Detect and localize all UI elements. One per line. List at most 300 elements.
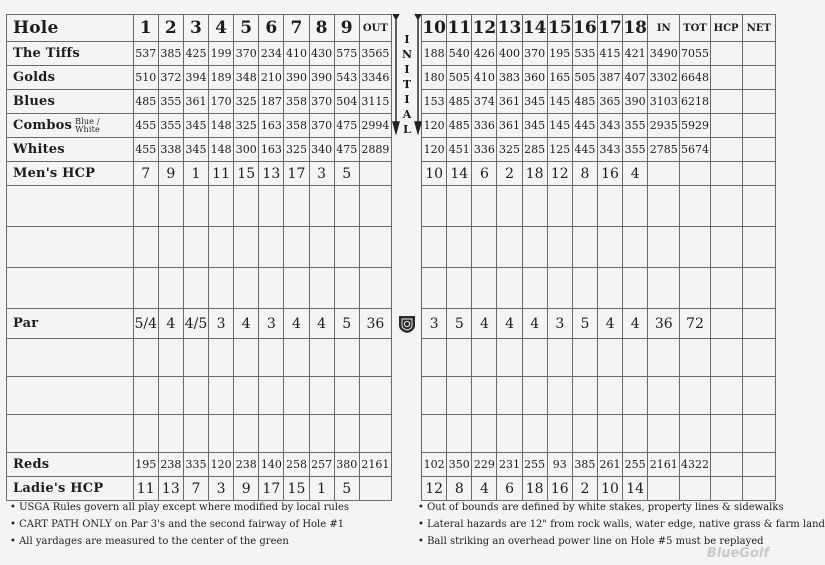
score-cell[interactable] bbox=[158, 339, 183, 377]
yardage-cell: 370 bbox=[522, 42, 547, 66]
score-cell[interactable] bbox=[422, 339, 447, 377]
score-cell[interactable] bbox=[472, 377, 497, 415]
in-total: 2935 bbox=[648, 114, 680, 138]
score-cell[interactable] bbox=[597, 377, 622, 415]
score-cell[interactable] bbox=[648, 186, 680, 227]
yardage-cell: 390 bbox=[284, 66, 309, 90]
score-cell[interactable] bbox=[497, 377, 522, 415]
yardage-cell: 336 bbox=[472, 114, 497, 138]
yardage-cell: 180 bbox=[422, 66, 447, 90]
score-cell[interactable] bbox=[158, 227, 183, 268]
player-name-cell[interactable] bbox=[7, 186, 134, 227]
par-cell: 4 bbox=[234, 309, 259, 339]
handicap-cell: 10 bbox=[597, 477, 622, 501]
yardage-cell: 345 bbox=[522, 114, 547, 138]
score-cell[interactable] bbox=[158, 377, 183, 415]
yardage-cell: 195 bbox=[133, 453, 158, 477]
yardage-cell: 229 bbox=[472, 453, 497, 477]
in-total: 3490 bbox=[648, 42, 680, 66]
combos-note bbox=[75, 118, 100, 134]
score-cell[interactable] bbox=[597, 186, 622, 227]
par-cell: 4 bbox=[522, 309, 547, 339]
score-cell[interactable] bbox=[284, 186, 309, 227]
par-cell: 4/5 bbox=[183, 309, 208, 339]
score-cell[interactable] bbox=[422, 227, 447, 268]
handicap-cell: 10 bbox=[422, 162, 447, 186]
handicap-cell: 16 bbox=[597, 162, 622, 186]
score-cell[interactable] bbox=[334, 227, 359, 268]
score-cell[interactable] bbox=[597, 227, 622, 268]
player-name-cell[interactable] bbox=[7, 377, 134, 415]
hole-number: 8 bbox=[309, 15, 334, 42]
score-cell[interactable] bbox=[680, 227, 710, 268]
score-cell[interactable] bbox=[648, 377, 680, 415]
rule-text: • USGA Rules govern all play except where modified by local rules bbox=[10, 502, 350, 513]
score-cell[interactable] bbox=[648, 268, 680, 309]
score-cell[interactable] bbox=[234, 339, 259, 377]
score-entry-row bbox=[7, 227, 776, 268]
yardage-cell: 543 bbox=[334, 66, 359, 90]
yardage-cell: 335 bbox=[183, 453, 208, 477]
empty-cell bbox=[648, 477, 680, 501]
yardage-cell: 475 bbox=[334, 138, 359, 162]
yardage-cell: 370 bbox=[234, 42, 259, 66]
score-cell[interactable] bbox=[259, 415, 284, 453]
initial-letter: I bbox=[404, 93, 410, 106]
score-cell[interactable] bbox=[472, 227, 497, 268]
tee-name-text: Combos bbox=[13, 117, 73, 133]
rule-text: • All yardages are measured to the center of the green bbox=[10, 536, 289, 547]
score-cell[interactable] bbox=[133, 227, 158, 268]
yardage-cell: 338 bbox=[158, 138, 183, 162]
empty-cell bbox=[710, 162, 742, 186]
score-cell[interactable] bbox=[259, 377, 284, 415]
ladies-hcp-row bbox=[7, 477, 776, 501]
yardage-cell: 93 bbox=[547, 453, 572, 477]
yardage-cell: 300 bbox=[234, 138, 259, 162]
tee-row bbox=[7, 114, 776, 138]
yardage-cell: 140 bbox=[259, 453, 284, 477]
score-cell[interactable] bbox=[547, 415, 572, 453]
initial-column bbox=[391, 186, 421, 227]
score-entry-row bbox=[7, 339, 776, 377]
score-cell[interactable] bbox=[133, 339, 158, 377]
score-cell[interactable] bbox=[209, 227, 234, 268]
yardage-cell: 255 bbox=[623, 453, 648, 477]
score-cell[interactable] bbox=[259, 186, 284, 227]
tee-name bbox=[7, 90, 134, 114]
initial-column bbox=[391, 339, 421, 377]
score-cell[interactable] bbox=[572, 227, 597, 268]
handicap-cell: 18 bbox=[522, 477, 547, 501]
net-header: NET bbox=[742, 15, 775, 42]
score-cell[interactable] bbox=[259, 227, 284, 268]
in-header: IN bbox=[648, 15, 680, 42]
yardage-cell: 145 bbox=[547, 90, 572, 114]
score-cell[interactable] bbox=[623, 377, 648, 415]
yardage-cell: 540 bbox=[447, 42, 472, 66]
yardage-cell: 148 bbox=[209, 114, 234, 138]
score-cell[interactable] bbox=[547, 186, 572, 227]
score-cell[interactable] bbox=[309, 415, 334, 453]
player-name-cell[interactable] bbox=[7, 227, 134, 268]
score-cell[interactable] bbox=[710, 186, 742, 227]
yardage-cell: 510 bbox=[133, 66, 158, 90]
hole-number: 1 bbox=[133, 15, 158, 42]
score-cell[interactable] bbox=[472, 186, 497, 227]
score-cell[interactable] bbox=[209, 377, 234, 415]
yardage-cell: 195 bbox=[547, 42, 572, 66]
score-cell[interactable] bbox=[309, 377, 334, 415]
row-label: Men's HCP bbox=[7, 162, 134, 186]
score-cell[interactable] bbox=[422, 186, 447, 227]
tee-name bbox=[7, 138, 134, 162]
initial-column bbox=[391, 453, 421, 477]
score-cell[interactable] bbox=[133, 186, 158, 227]
handicap-cell: 16 bbox=[547, 477, 572, 501]
handicap-cell: 4 bbox=[472, 477, 497, 501]
empty-cell bbox=[648, 162, 680, 186]
score-cell[interactable] bbox=[497, 268, 522, 309]
yardage-cell: 345 bbox=[183, 114, 208, 138]
par-cell: 5 bbox=[334, 309, 359, 339]
player-name-cell[interactable] bbox=[7, 268, 134, 309]
score-cell[interactable] bbox=[183, 186, 208, 227]
score-cell[interactable] bbox=[522, 268, 547, 309]
yardage-cell: 385 bbox=[572, 453, 597, 477]
score-cell[interactable] bbox=[623, 186, 648, 227]
hole-number: 5 bbox=[234, 15, 259, 42]
header-row bbox=[7, 15, 776, 42]
score-cell[interactable] bbox=[648, 339, 680, 377]
handicap-cell: 11 bbox=[133, 477, 158, 501]
grand-total: 7055 bbox=[680, 42, 710, 66]
score-cell[interactable] bbox=[547, 268, 572, 309]
handicap-cell: 18 bbox=[522, 162, 547, 186]
score-cell[interactable] bbox=[710, 339, 742, 377]
score-cell[interactable] bbox=[572, 415, 597, 453]
initial-letter: N bbox=[401, 48, 413, 61]
score-cell[interactable] bbox=[572, 186, 597, 227]
yardage-cell: 360 bbox=[522, 66, 547, 90]
hcp-cell bbox=[710, 309, 742, 339]
score-cell[interactable] bbox=[209, 268, 234, 309]
yardage-cell: 343 bbox=[597, 138, 622, 162]
yardage-cell: 374 bbox=[472, 90, 497, 114]
score-cell[interactable] bbox=[522, 377, 547, 415]
yardage-cell: 234 bbox=[259, 42, 284, 66]
score-cell[interactable] bbox=[597, 339, 622, 377]
empty-cell bbox=[680, 162, 710, 186]
handicap-cell: 6 bbox=[497, 477, 522, 501]
score-cell[interactable] bbox=[472, 415, 497, 453]
score-cell[interactable] bbox=[183, 227, 208, 268]
score-cell[interactable] bbox=[447, 227, 472, 268]
score-cell[interactable] bbox=[284, 339, 309, 377]
score-cell[interactable] bbox=[497, 227, 522, 268]
score-cell[interactable] bbox=[259, 268, 284, 309]
score-cell[interactable] bbox=[680, 186, 710, 227]
tee-name-text: Blues bbox=[13, 94, 55, 109]
score-cell[interactable] bbox=[742, 377, 775, 415]
hole-header: Hole bbox=[7, 15, 134, 42]
score-cell[interactable] bbox=[284, 377, 309, 415]
score-cell[interactable] bbox=[710, 377, 742, 415]
handicap-cell: 13 bbox=[259, 162, 284, 186]
hole-number: 7 bbox=[284, 15, 309, 42]
score-cell[interactable] bbox=[680, 268, 710, 309]
score-cell[interactable] bbox=[447, 186, 472, 227]
handicap-cell: 11 bbox=[209, 162, 234, 186]
yardage-cell: 410 bbox=[284, 42, 309, 66]
yardage-cell: 261 bbox=[597, 453, 622, 477]
tee-name-text: The Tiffs bbox=[13, 46, 80, 61]
player-name-cell[interactable] bbox=[7, 415, 134, 453]
initial-letter: A bbox=[402, 108, 412, 121]
score-cell[interactable] bbox=[497, 339, 522, 377]
par-row bbox=[7, 309, 776, 339]
par-cell: 5 bbox=[447, 309, 472, 339]
yardage-cell: 383 bbox=[497, 66, 522, 90]
score-cell[interactable] bbox=[259, 339, 284, 377]
yardage-cell: 355 bbox=[158, 90, 183, 114]
score-cell[interactable] bbox=[422, 268, 447, 309]
score-cell[interactable] bbox=[359, 227, 391, 268]
hcp-cell bbox=[710, 90, 742, 114]
score-cell[interactable] bbox=[209, 339, 234, 377]
yardage-cell: 188 bbox=[422, 42, 447, 66]
par-cell: 5 bbox=[572, 309, 597, 339]
yardage-cell: 355 bbox=[623, 114, 648, 138]
yardage-cell: 238 bbox=[234, 453, 259, 477]
score-cell[interactable] bbox=[710, 227, 742, 268]
score-cell[interactable] bbox=[133, 415, 158, 453]
score-cell[interactable] bbox=[472, 339, 497, 377]
yardage-cell: 390 bbox=[623, 90, 648, 114]
club-emblem-cell bbox=[391, 309, 421, 339]
yardage-cell: 120 bbox=[422, 138, 447, 162]
handicap-cell: 12 bbox=[422, 477, 447, 501]
yardage-cell: 365 bbox=[597, 90, 622, 114]
empty-cell bbox=[742, 477, 775, 501]
score-cell[interactable] bbox=[209, 415, 234, 453]
par-cell: 3 bbox=[422, 309, 447, 339]
initial-column bbox=[391, 227, 421, 268]
yardage-cell: 231 bbox=[497, 453, 522, 477]
yardage-cell: 358 bbox=[284, 114, 309, 138]
score-cell[interactable] bbox=[334, 415, 359, 453]
hcp-cell bbox=[710, 114, 742, 138]
score-cell[interactable] bbox=[547, 339, 572, 377]
initial-letter: L bbox=[403, 123, 411, 136]
score-cell[interactable] bbox=[623, 268, 648, 309]
score-cell[interactable] bbox=[522, 227, 547, 268]
handicap-cell: 8 bbox=[572, 162, 597, 186]
score-cell[interactable] bbox=[209, 186, 234, 227]
score-cell[interactable] bbox=[572, 377, 597, 415]
score-cell[interactable] bbox=[447, 415, 472, 453]
par-cell: 5/4 bbox=[133, 309, 158, 339]
score-cell[interactable] bbox=[334, 339, 359, 377]
handicap-cell: 3 bbox=[309, 162, 334, 186]
tee-name-text: Golds bbox=[13, 70, 56, 85]
yardage-cell: 504 bbox=[334, 90, 359, 114]
row-label: Ladie's HCP bbox=[7, 477, 134, 501]
yardage-cell: 350 bbox=[447, 453, 472, 477]
yardage-cell: 535 bbox=[572, 42, 597, 66]
par-cell: 4 bbox=[472, 309, 497, 339]
handicap-cell: 5 bbox=[334, 477, 359, 501]
yardage-cell: 120 bbox=[422, 114, 447, 138]
score-cell[interactable] bbox=[234, 268, 259, 309]
score-cell[interactable] bbox=[597, 415, 622, 453]
score-cell[interactable] bbox=[547, 377, 572, 415]
hole-number: 3 bbox=[183, 15, 208, 42]
score-cell[interactable] bbox=[183, 268, 208, 309]
score-cell[interactable] bbox=[547, 227, 572, 268]
grand-total: 6218 bbox=[680, 90, 710, 114]
score-cell[interactable] bbox=[680, 377, 710, 415]
score-cell[interactable] bbox=[522, 415, 547, 453]
yardage-cell: 145 bbox=[547, 114, 572, 138]
score-cell[interactable] bbox=[234, 415, 259, 453]
combos-note-line: White bbox=[75, 124, 100, 134]
score-cell[interactable] bbox=[133, 377, 158, 415]
score-cell[interactable] bbox=[422, 377, 447, 415]
empty-cell bbox=[710, 477, 742, 501]
par-cell: 3 bbox=[547, 309, 572, 339]
yardage-cell: 258 bbox=[284, 453, 309, 477]
score-cell[interactable] bbox=[334, 186, 359, 227]
score-cell[interactable] bbox=[234, 186, 259, 227]
score-cell[interactable] bbox=[680, 339, 710, 377]
hole-number: 6 bbox=[259, 15, 284, 42]
handicap-cell: 17 bbox=[259, 477, 284, 501]
row-label: Par bbox=[7, 309, 134, 339]
yardage-cell: 361 bbox=[497, 114, 522, 138]
score-cell[interactable] bbox=[183, 415, 208, 453]
score-cell[interactable] bbox=[623, 415, 648, 453]
score-cell[interactable] bbox=[284, 268, 309, 309]
yardage-cell: 163 bbox=[259, 138, 284, 162]
score-cell[interactable] bbox=[742, 415, 775, 453]
score-cell[interactable] bbox=[623, 227, 648, 268]
handicap-cell: 14 bbox=[447, 162, 472, 186]
hole-number: 4 bbox=[209, 15, 234, 42]
score-cell[interactable] bbox=[742, 186, 775, 227]
score-cell[interactable] bbox=[309, 339, 334, 377]
yardage-cell: 355 bbox=[158, 114, 183, 138]
yardage-cell: 451 bbox=[447, 138, 472, 162]
score-cell[interactable] bbox=[183, 377, 208, 415]
score-cell[interactable] bbox=[158, 186, 183, 227]
score-cell[interactable] bbox=[710, 415, 742, 453]
combos-note-line: Blue / bbox=[75, 116, 100, 126]
score-cell[interactable] bbox=[648, 415, 680, 453]
initial-marker bbox=[392, 14, 422, 144]
handicap-cell: 6 bbox=[472, 162, 497, 186]
score-cell[interactable] bbox=[522, 339, 547, 377]
score-cell[interactable] bbox=[447, 377, 472, 415]
score-cell[interactable] bbox=[359, 339, 391, 377]
handicap-cell: 15 bbox=[234, 162, 259, 186]
yardage-cell: 455 bbox=[133, 114, 158, 138]
score-cell[interactable] bbox=[284, 415, 309, 453]
hole-number: 15 bbox=[547, 15, 572, 42]
score-cell[interactable] bbox=[309, 268, 334, 309]
score-cell[interactable] bbox=[359, 377, 391, 415]
score-cell[interactable] bbox=[710, 268, 742, 309]
grand-total: 4322 bbox=[680, 453, 710, 477]
score-cell[interactable] bbox=[234, 377, 259, 415]
score-cell[interactable] bbox=[497, 186, 522, 227]
score-cell[interactable] bbox=[359, 268, 391, 309]
score-cell[interactable] bbox=[572, 339, 597, 377]
score-cell[interactable] bbox=[158, 268, 183, 309]
score-cell[interactable] bbox=[359, 415, 391, 453]
score-cell[interactable] bbox=[183, 339, 208, 377]
score-cell[interactable] bbox=[133, 268, 158, 309]
score-cell[interactable] bbox=[334, 268, 359, 309]
score-cell[interactable] bbox=[359, 186, 391, 227]
out-header: OUT bbox=[359, 15, 391, 42]
score-cell[interactable] bbox=[309, 186, 334, 227]
tee-row bbox=[7, 138, 776, 162]
score-cell[interactable] bbox=[234, 227, 259, 268]
grand-total: 5674 bbox=[680, 138, 710, 162]
score-cell[interactable] bbox=[472, 268, 497, 309]
yardage-cell: 285 bbox=[522, 138, 547, 162]
score-cell[interactable] bbox=[572, 268, 597, 309]
score-cell[interactable] bbox=[309, 227, 334, 268]
score-cell[interactable] bbox=[522, 186, 547, 227]
handicap-cell: 4 bbox=[623, 162, 648, 186]
yardage-cell: 372 bbox=[158, 66, 183, 90]
score-cell[interactable] bbox=[422, 415, 447, 453]
yardage-cell: 537 bbox=[133, 42, 158, 66]
out-total: 2161 bbox=[359, 453, 391, 477]
score-cell[interactable] bbox=[623, 339, 648, 377]
hole-number: 11 bbox=[447, 15, 472, 42]
rule-text: • Lateral hazards are 12" from rock walls, water edge, native grass & farm land bbox=[418, 519, 825, 530]
score-cell[interactable] bbox=[680, 415, 710, 453]
yardage-cell: 370 bbox=[309, 90, 334, 114]
hole-number: 17 bbox=[597, 15, 622, 42]
score-cell[interactable] bbox=[597, 268, 622, 309]
initial-label bbox=[398, 32, 416, 137]
score-cell[interactable] bbox=[648, 227, 680, 268]
score-cell[interactable] bbox=[158, 415, 183, 453]
initial-column bbox=[391, 377, 421, 415]
score-cell[interactable] bbox=[334, 377, 359, 415]
score-cell[interactable] bbox=[447, 339, 472, 377]
rule-text: • Out of bounds are defined by white stakes, property lines & sidewalks bbox=[418, 502, 784, 513]
score-cell[interactable] bbox=[447, 268, 472, 309]
grand-total: 5929 bbox=[680, 114, 710, 138]
yardage-cell: 325 bbox=[234, 114, 259, 138]
player-name-cell[interactable] bbox=[7, 339, 134, 377]
score-cell[interactable] bbox=[742, 268, 775, 309]
par-cell: 4 bbox=[309, 309, 334, 339]
yardage-cell: 505 bbox=[572, 66, 597, 90]
score-cell[interactable] bbox=[284, 227, 309, 268]
score-entry-row bbox=[7, 186, 776, 227]
score-cell[interactable] bbox=[497, 415, 522, 453]
hcp-header: HCP bbox=[710, 15, 742, 42]
score-cell[interactable] bbox=[742, 339, 775, 377]
score-cell[interactable] bbox=[742, 227, 775, 268]
yardage-cell: 199 bbox=[209, 42, 234, 66]
